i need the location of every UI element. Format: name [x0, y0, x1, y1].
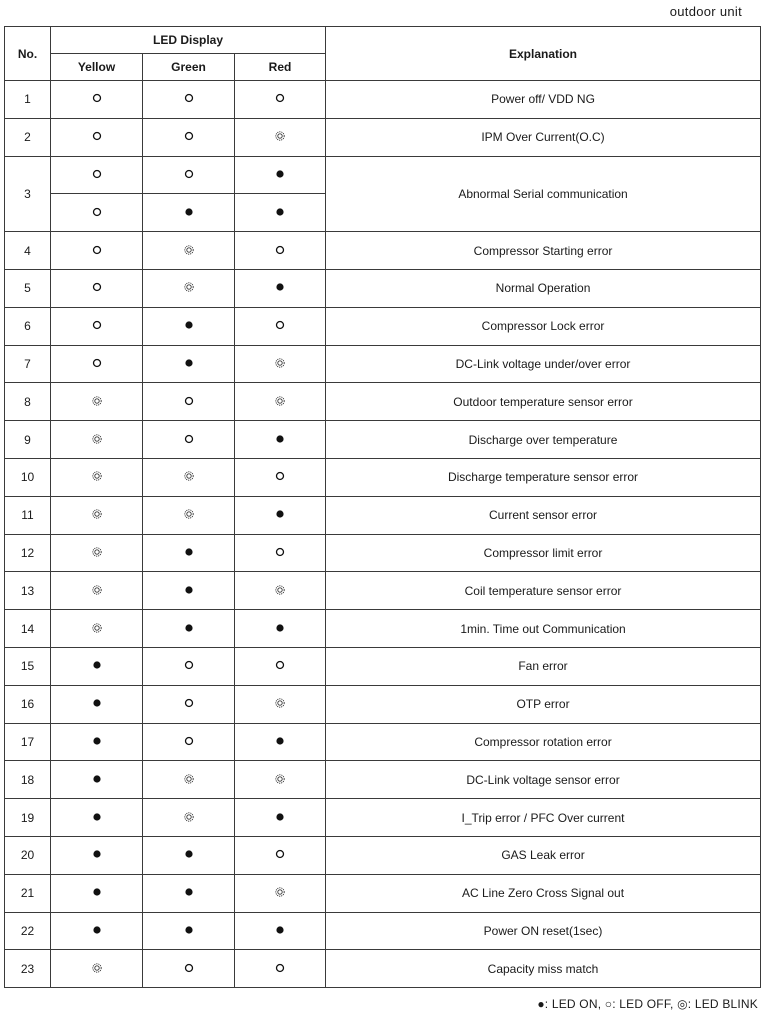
led-green-cell	[143, 194, 235, 232]
row-explanation: Normal Operation	[326, 269, 761, 307]
led-blink-icon	[184, 245, 194, 255]
header-led-display: LED Display	[51, 27, 326, 54]
led-blink-icon	[184, 774, 194, 784]
led-on-icon	[92, 736, 102, 746]
led-yellow-cell	[51, 496, 143, 534]
led-on-icon	[184, 320, 194, 330]
led-yellow-cell	[51, 685, 143, 723]
led-yellow-cell	[51, 345, 143, 383]
table-row	[5, 950, 761, 988]
led-green-cell	[143, 761, 235, 799]
row-explanation: Capacity miss match	[326, 950, 761, 988]
led-off-icon	[92, 358, 102, 368]
row-number: 10	[5, 458, 51, 496]
led-green-cell	[143, 232, 235, 270]
row-explanation: DC-Link voltage sensor error	[326, 761, 761, 799]
led-on-icon	[275, 925, 285, 935]
led-on-icon	[184, 887, 194, 897]
led-red-cell	[235, 799, 326, 837]
row-number: 1	[5, 81, 51, 119]
led-off-icon	[184, 698, 194, 708]
led-red-cell	[235, 836, 326, 874]
header-yellow: Yellow	[51, 54, 143, 81]
led-green-cell	[143, 950, 235, 988]
row-number: 23	[5, 950, 51, 988]
row-number: 6	[5, 307, 51, 345]
led-on-icon	[275, 812, 285, 822]
led-blink-icon	[275, 887, 285, 897]
led-yellow-cell	[51, 118, 143, 156]
row-number: 13	[5, 572, 51, 610]
led-blink-icon	[184, 509, 194, 519]
led-yellow-cell	[51, 912, 143, 950]
led-green-cell	[143, 836, 235, 874]
row-number: 22	[5, 912, 51, 950]
led-yellow-cell	[51, 950, 143, 988]
led-green-cell	[143, 421, 235, 459]
row-number: 12	[5, 534, 51, 572]
header-green: Green	[143, 54, 235, 81]
led-off-icon	[275, 93, 285, 103]
led-off-icon	[92, 169, 102, 179]
led-red-cell	[235, 269, 326, 307]
row-explanation: I_Trip error / PFC Over current	[326, 799, 761, 837]
table-row	[5, 685, 761, 723]
row-explanation: Discharge temperature sensor error	[326, 458, 761, 496]
led-off-icon	[275, 471, 285, 481]
led-red-cell	[235, 81, 326, 119]
led-status-table	[4, 26, 761, 988]
led-off-icon	[184, 963, 194, 973]
led-green-cell	[143, 572, 235, 610]
led-off-icon	[275, 320, 285, 330]
led-green-cell	[143, 723, 235, 761]
led-red-cell	[235, 421, 326, 459]
row-explanation: Abnormal Serial communication	[326, 156, 761, 232]
led-red-cell	[235, 118, 326, 156]
led-blink-icon	[92, 547, 102, 557]
table-row	[5, 383, 761, 421]
led-red-cell	[235, 610, 326, 648]
table-row	[5, 647, 761, 685]
header-no: No.	[5, 27, 51, 81]
led-blink-icon	[92, 509, 102, 519]
row-explanation: GAS Leak error	[326, 836, 761, 874]
led-red-cell	[235, 194, 326, 232]
table-row	[5, 345, 761, 383]
led-red-cell	[235, 345, 326, 383]
row-explanation: Coil temperature sensor error	[326, 572, 761, 610]
table-row	[5, 836, 761, 874]
led-red-cell	[235, 950, 326, 988]
led-green-cell	[143, 307, 235, 345]
led-blink-icon	[184, 471, 194, 481]
led-green-cell	[143, 912, 235, 950]
table-row	[5, 761, 761, 799]
led-green-cell	[143, 496, 235, 534]
row-number: 14	[5, 610, 51, 648]
led-on-icon	[275, 434, 285, 444]
led-yellow-cell	[51, 836, 143, 874]
table-row	[5, 874, 761, 912]
led-yellow-cell	[51, 799, 143, 837]
row-explanation: Fan error	[326, 647, 761, 685]
table-row	[5, 912, 761, 950]
led-blink-icon	[275, 698, 285, 708]
led-red-cell	[235, 496, 326, 534]
led-on-icon	[275, 736, 285, 746]
led-on-icon	[92, 925, 102, 935]
led-blink-icon	[92, 434, 102, 444]
table-row	[5, 534, 761, 572]
led-yellow-cell	[51, 421, 143, 459]
row-number: 8	[5, 383, 51, 421]
led-yellow-cell	[51, 534, 143, 572]
led-blink-icon	[275, 774, 285, 784]
row-explanation: OTP error	[326, 685, 761, 723]
led-on-icon	[184, 849, 194, 859]
row-number: 15	[5, 647, 51, 685]
led-green-cell	[143, 799, 235, 837]
led-green-cell	[143, 383, 235, 421]
led-green-cell	[143, 118, 235, 156]
led-blink-icon	[92, 396, 102, 406]
led-red-cell	[235, 458, 326, 496]
led-red-cell	[235, 307, 326, 345]
led-blink-icon	[184, 812, 194, 822]
led-on-icon	[184, 623, 194, 633]
led-off-icon	[184, 131, 194, 141]
row-explanation: Compressor Starting error	[326, 232, 761, 270]
led-green-cell	[143, 269, 235, 307]
led-on-icon	[275, 282, 285, 292]
led-off-icon	[184, 434, 194, 444]
led-yellow-cell	[51, 572, 143, 610]
row-explanation: AC Line Zero Cross Signal out	[326, 874, 761, 912]
row-explanation: Power off/ VDD NG	[326, 81, 761, 119]
led-red-cell	[235, 534, 326, 572]
led-green-cell	[143, 534, 235, 572]
led-on-icon	[92, 887, 102, 897]
led-on-icon	[92, 774, 102, 784]
led-blink-icon	[92, 585, 102, 595]
table-row	[5, 496, 761, 534]
row-number: 16	[5, 685, 51, 723]
table-row	[5, 458, 761, 496]
led-blink-icon	[92, 623, 102, 633]
header-explanation: Explanation	[326, 27, 761, 81]
led-off-icon	[184, 736, 194, 746]
led-green-cell	[143, 458, 235, 496]
table-row	[5, 118, 761, 156]
row-explanation: Power ON reset(1sec)	[326, 912, 761, 950]
led-on-icon	[275, 623, 285, 633]
led-off-icon	[92, 245, 102, 255]
led-green-cell	[143, 610, 235, 648]
row-explanation: Compressor limit error	[326, 534, 761, 572]
led-off-icon	[92, 207, 102, 217]
led-on-icon	[184, 207, 194, 217]
row-number: 19	[5, 799, 51, 837]
table-row	[5, 269, 761, 307]
table-row	[5, 610, 761, 648]
led-off-icon	[184, 396, 194, 406]
unit-label: outdoor unit	[669, 4, 742, 19]
led-off-icon	[275, 963, 285, 973]
led-yellow-cell	[51, 610, 143, 648]
led-off-icon	[92, 282, 102, 292]
led-yellow-cell	[51, 81, 143, 119]
led-green-cell	[143, 874, 235, 912]
led-red-cell	[235, 647, 326, 685]
row-number: 18	[5, 761, 51, 799]
table-row	[5, 156, 761, 194]
row-explanation: Discharge over temperature	[326, 421, 761, 459]
led-off-icon	[275, 849, 285, 859]
table-row	[5, 723, 761, 761]
table-row	[5, 81, 761, 119]
led-red-cell	[235, 232, 326, 270]
row-number: 4	[5, 232, 51, 270]
header-red: Red	[235, 54, 326, 81]
led-blink-icon	[275, 396, 285, 406]
led-yellow-cell	[51, 194, 143, 232]
led-off-icon	[275, 245, 285, 255]
led-yellow-cell	[51, 761, 143, 799]
row-number: 9	[5, 421, 51, 459]
row-number: 3	[5, 156, 51, 232]
led-green-cell	[143, 685, 235, 723]
led-yellow-cell	[51, 723, 143, 761]
led-on-icon	[184, 585, 194, 595]
led-red-cell	[235, 685, 326, 723]
led-yellow-cell	[51, 383, 143, 421]
led-on-icon	[92, 660, 102, 670]
led-on-icon	[184, 547, 194, 557]
led-yellow-cell	[51, 647, 143, 685]
led-red-cell	[235, 383, 326, 421]
led-blink-icon	[92, 963, 102, 973]
row-explanation: Current sensor error	[326, 496, 761, 534]
led-blink-icon	[275, 585, 285, 595]
led-red-cell	[235, 723, 326, 761]
led-on-icon	[184, 358, 194, 368]
row-explanation: IPM Over Current(O.C)	[326, 118, 761, 156]
led-blink-icon	[184, 282, 194, 292]
led-green-cell	[143, 156, 235, 194]
led-red-cell	[235, 874, 326, 912]
row-number: 17	[5, 723, 51, 761]
led-yellow-cell	[51, 874, 143, 912]
led-off-icon	[184, 169, 194, 179]
led-on-icon	[92, 698, 102, 708]
table-body	[5, 81, 761, 988]
table-row	[5, 799, 761, 837]
led-green-cell	[143, 647, 235, 685]
row-explanation: Outdoor temperature sensor error	[326, 383, 761, 421]
led-on-icon	[275, 207, 285, 217]
row-explanation: Compressor rotation error	[326, 723, 761, 761]
led-yellow-cell	[51, 232, 143, 270]
row-explanation: Compressor Lock error	[326, 307, 761, 345]
row-number: 20	[5, 836, 51, 874]
led-off-icon	[275, 547, 285, 557]
led-off-icon	[184, 660, 194, 670]
led-red-cell	[235, 912, 326, 950]
legend: ●: LED ON, ○: LED OFF, ◎: LED BLINK	[537, 997, 758, 1011]
table-row	[5, 421, 761, 459]
row-number: 5	[5, 269, 51, 307]
led-on-icon	[92, 812, 102, 822]
led-yellow-cell	[51, 307, 143, 345]
led-off-icon	[92, 320, 102, 330]
table-row	[5, 232, 761, 270]
row-explanation: DC-Link voltage under/over error	[326, 345, 761, 383]
led-on-icon	[184, 925, 194, 935]
led-off-icon	[92, 93, 102, 103]
led-on-icon	[92, 849, 102, 859]
row-number: 2	[5, 118, 51, 156]
led-yellow-cell	[51, 156, 143, 194]
led-red-cell	[235, 761, 326, 799]
row-number: 11	[5, 496, 51, 534]
led-red-cell	[235, 572, 326, 610]
led-blink-icon	[92, 471, 102, 481]
led-green-cell	[143, 345, 235, 383]
row-number: 21	[5, 874, 51, 912]
led-red-cell	[235, 156, 326, 194]
led-green-cell	[143, 81, 235, 119]
led-off-icon	[92, 131, 102, 141]
led-yellow-cell	[51, 269, 143, 307]
led-off-icon	[275, 660, 285, 670]
led-blink-icon	[275, 358, 285, 368]
led-off-icon	[184, 93, 194, 103]
row-explanation: 1min. Time out Communication	[326, 610, 761, 648]
led-yellow-cell	[51, 458, 143, 496]
led-blink-icon	[275, 131, 285, 141]
table-row	[5, 307, 761, 345]
table-row	[5, 572, 761, 610]
row-number: 7	[5, 345, 51, 383]
led-on-icon	[275, 169, 285, 179]
led-on-icon	[275, 509, 285, 519]
